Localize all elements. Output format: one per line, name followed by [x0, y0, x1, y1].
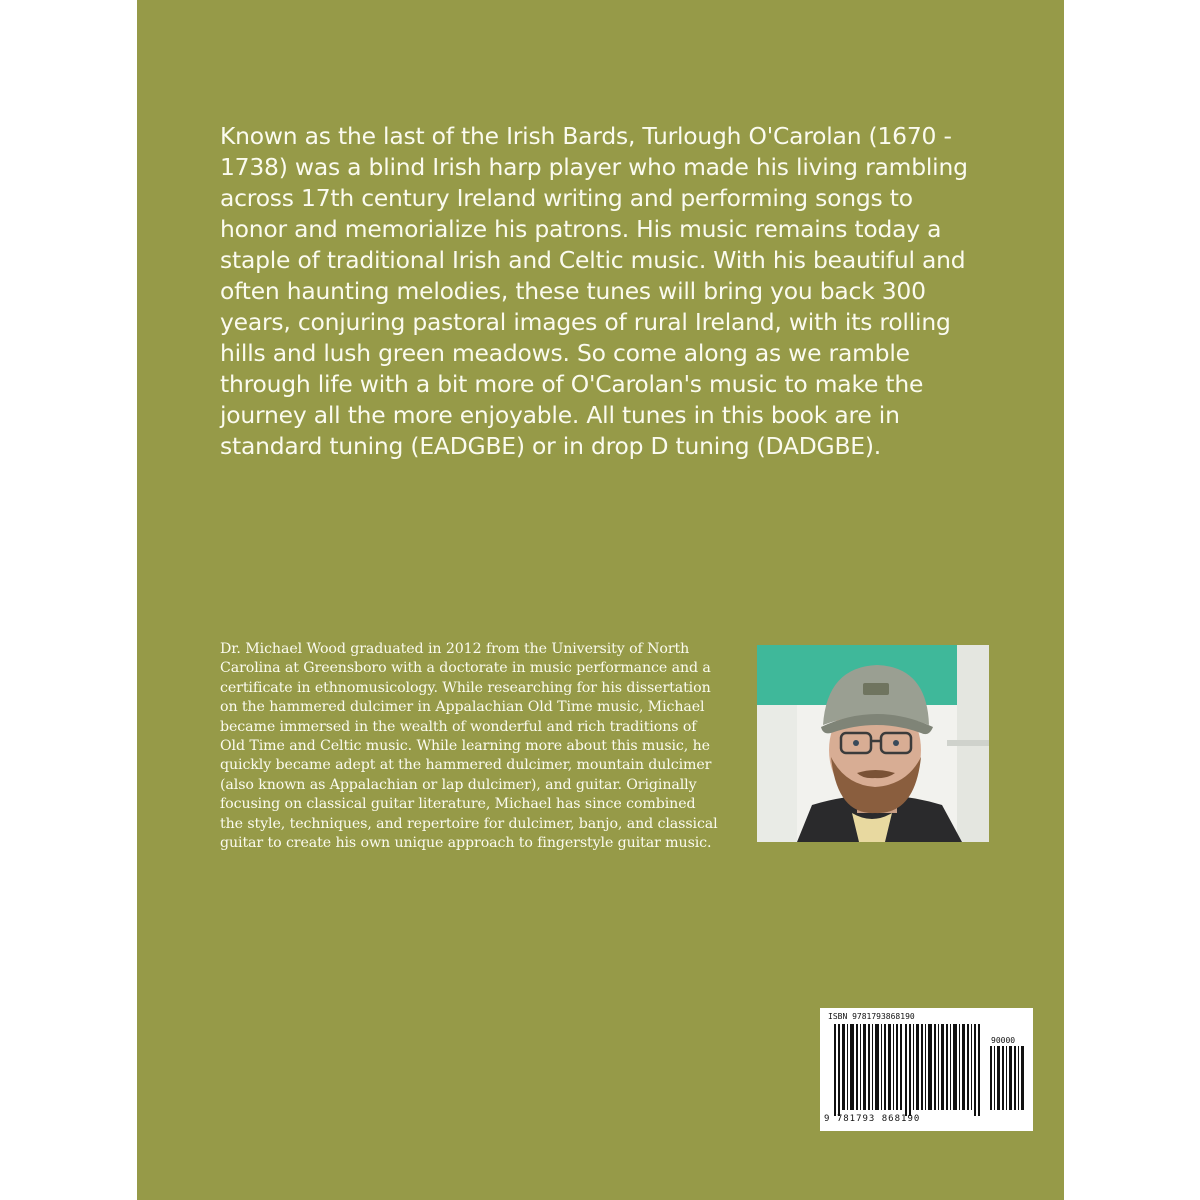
author-bio: Dr. Michael Wood graduated in 2012 from the University of North Carolina at Greensboro with a doctorate in music performance and a certificate in ethnomusicology. While researching for his dissertation on the hammered dulcimer in Appalachian Old Time music, Michael became immersed in the wealth of wonderful and rich traditions of Old Time and Celtic music. While learning more about this music, he quickly became adept at the hammered dulcimer, mountain dulcimer (also known as Appalachian or lap dulcimer), and guitar. Originally focusing on classical guitar literature, Michael has since combined the style, techniques, and repertoire for dulcimer, banjo, and classical guitar to create his own unique approach to fingerstyle guitar music.: [220, 641, 718, 852]
author-photo: [757, 645, 989, 842]
isbn-label: ISBN 9781793868190: [828, 1012, 915, 1021]
book-blurb: Known as the last of the Irish Bards, Turlough O'Carolan (1670 - 1738) was a blind Irish harp player who made his living rambling across 17th century Ireland writing and performing songs to honor and memorialize his patrons. His music remains today a staple of traditional Irish and Celtic music. With his beautiful and often haunting melodies, these tunes will bring you back 300 years, conjuring pastoral images of rural Ireland, with its rolling hills and lush green meadows. So come along as we ramble through life with a bit more of O'Carolan's music to make the journey all the more enjoyable. All tunes in this book are in standard tuning (EADGBE) or in drop D tuning (DADGBE).: [220, 122, 968, 460]
isbn-barcode: [820, 1008, 1033, 1131]
ean-barcode-bars: [834, 1024, 984, 1116]
price-addon-bars: [990, 1046, 1026, 1110]
author-portrait-image: [757, 645, 989, 842]
barcode-digits: 9 781793 868190: [824, 1114, 921, 1124]
price-code: 90000: [991, 1036, 1016, 1045]
